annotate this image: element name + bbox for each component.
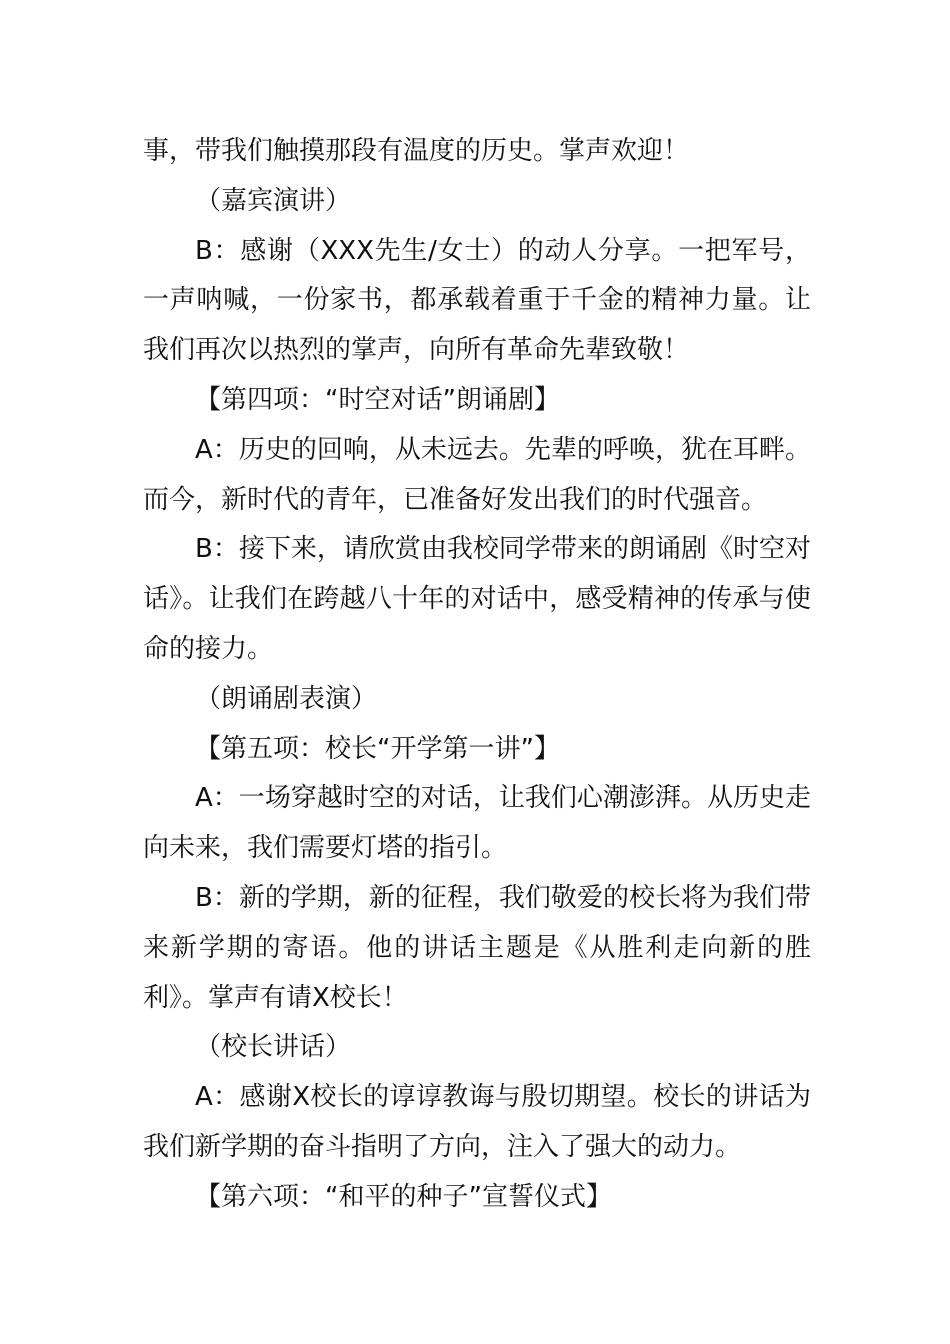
section-heading-item-6: 【第六项：“和平的种子”宣誓仪式】 bbox=[195, 1181, 612, 1212]
host-a-line: A：一场穿越时空的对话，让我们心潮澎湃。从历史走向未来，我们需要灯塔的指引。 bbox=[143, 783, 811, 864]
stage-direction-principal-speech: （校长讲话） bbox=[195, 1032, 352, 1063]
host-b-line: B：感谢（XXX先生/女士）的动人分享。一把军号，一声呐喊，一份家书，都承载着重于千金的精神力量。让我们再次以热烈的掌声，向所有革命先辈致敬！ bbox=[143, 235, 811, 366]
paragraph-continuation: 事，带我们触摸那段有温度的历史。掌声欢迎！ bbox=[143, 136, 690, 166]
section-heading-item-5: 【第五项：校长“开学第一讲”】 bbox=[195, 733, 560, 764]
host-b-line: B：新的学期，新的征程，我们敬爱的校长将为我们带来新学期的寄语。他的讲话主题是《从胜利走向新的胜利》。掌声有请X校长！ bbox=[143, 882, 811, 1013]
section-heading-item-4: 【第四项：“时空对话”朗诵剧】 bbox=[195, 384, 560, 415]
host-a-line: A：历史的回响，从未远去。先辈的呼唤，犹在耳畔。而今，新时代的青年，已准备好发出我们的时代强音。 bbox=[143, 434, 811, 515]
stage-direction-recitation: （朗诵剧表演） bbox=[195, 683, 378, 714]
stage-direction-guest-speech: （嘉宾演讲） bbox=[195, 185, 352, 216]
host-b-line: B：接下来，请欣赏由我校同学带来的朗诵剧《时空对话》。让我们在跨越八十年的对话中，感受精神的传承与使命的接力。 bbox=[143, 534, 811, 664]
document-body bbox=[143, 127, 811, 1223]
host-a-line: A：感谢X校长的谆谆教诲与殷切期望。校长的讲话为我们新学期的奋斗指明了方向，注入了强大的动力。 bbox=[143, 1082, 811, 1162]
